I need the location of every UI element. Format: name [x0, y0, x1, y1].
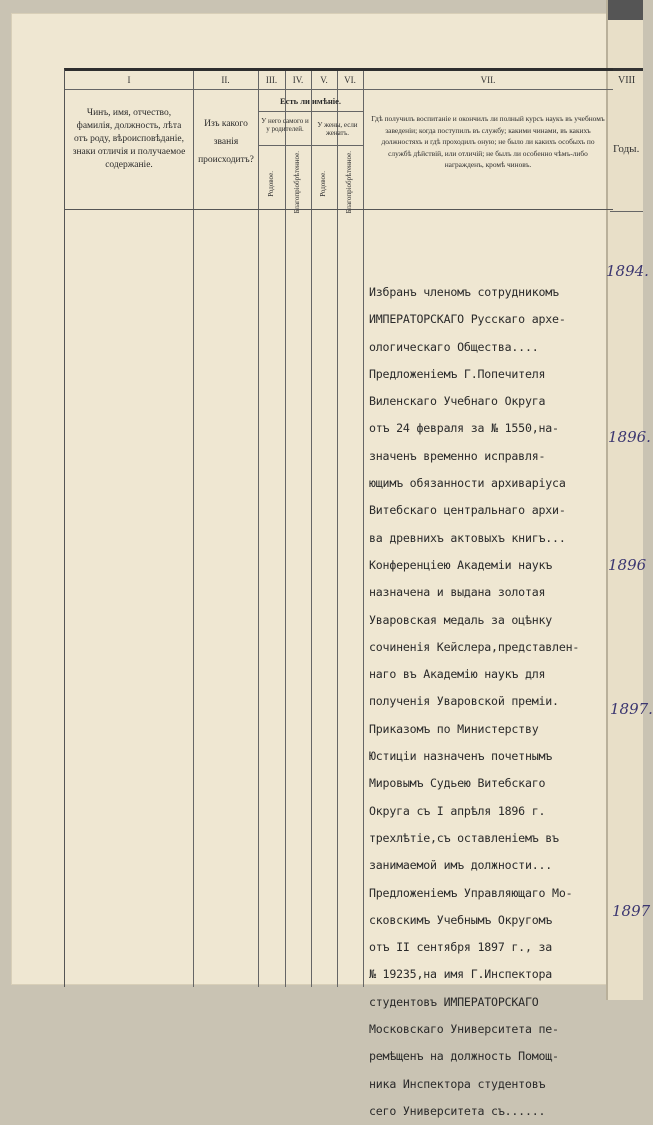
- col1-header: Чинъ, имя, отчество, фамилія, должность, лѣта отъ роду, вѣроисповѣданіе, знаки отличія и получаемое содержаніе.: [72, 108, 186, 170]
- record-line: Витебскаго центральнаго архи-: [369, 503, 566, 518]
- col6-header: Благопріобрѣтенное.: [345, 151, 353, 214]
- record-line: наго въ Академію наукъ для: [369, 667, 546, 682]
- col-number-6: VI.: [344, 75, 356, 85]
- estate-self-header: У него самого и у родителей.: [261, 117, 309, 133]
- binding-tab: [608, 0, 643, 20]
- record-line: значенъ временно исправля-: [369, 448, 546, 463]
- record-line: Уваровская медаль за оцѣнку: [369, 612, 553, 627]
- record-line: Предложеніемъ Управляющаго Мо-: [369, 885, 573, 900]
- record-line: Московскаго Университета пе-: [369, 1022, 559, 1037]
- col-years-label: Годы.: [613, 143, 640, 155]
- record-line: полученія Уваровской преміи.: [369, 694, 559, 709]
- service-record-table: [64, 68, 613, 1118]
- record-line: Мировымъ Судьею Витебскаго: [369, 776, 546, 791]
- record-line: № 19235,на имя Г.Инспектора: [369, 967, 553, 982]
- record-line: студентовъ ИМПЕРАТОРСКАГО: [369, 994, 539, 1009]
- record-line: Виленскаго Учебнаго Округа: [369, 394, 546, 409]
- record-line: ологическаго Общества....: [369, 339, 539, 354]
- record-line: Юстиціи назначенъ почетнымъ: [369, 749, 553, 764]
- record-line: Избранъ членомъ сотрудникомъ: [369, 285, 559, 299]
- record-line: сковскимъ Учебнымъ Округомъ: [369, 912, 553, 927]
- margin-year: 1896: [608, 556, 647, 574]
- record-line: отъ II сентября 1897 г., за: [369, 940, 553, 955]
- col3-header: Родовое.: [267, 171, 275, 197]
- col-number-2: II.: [221, 75, 230, 85]
- margin-year: 1897: [612, 902, 651, 920]
- col-number-3: III.: [265, 75, 278, 85]
- record-line: Округа съ I апрѣля 1896 г.: [369, 803, 546, 818]
- record-line: ющимъ обязанности архиваріуса: [369, 476, 566, 491]
- estate-header: Есть ли имѣніе.: [280, 96, 341, 106]
- col4-header: Благопріобрѣтенное.: [293, 151, 301, 214]
- margin-year: 1897.: [610, 700, 653, 718]
- col-number-1: I: [127, 75, 131, 85]
- record-line: Конференціею Академіи наукъ: [369, 557, 553, 572]
- record-line: сочиненія Кейслера,представлен-: [369, 639, 580, 654]
- record-line: сего Университета съ......: [369, 1103, 546, 1118]
- col7-header: Гдѣ получилъ воспитаніе и окончилъ ли полный курсъ наукъ въ учебномъ заведеніи; когда поступилъ въ службу; какими чинами, въ какихъ должностяхъ и гдѣ проходилъ оную; не было ли какихъ особыхъ по службѣ дѣйствій, или отличій; не былъ ли особенно чѣмъ-либо награжденъ, кромѣ чиновъ.: [371, 114, 605, 169]
- service-record-text: [369, 279, 613, 1125]
- col-number-4: IV.: [292, 75, 304, 85]
- margin-year: 1894.: [606, 262, 649, 280]
- record-line: трехлѣтіе,съ оставленіемъ въ: [369, 830, 559, 845]
- record-line: отъ 24 февраля за № 1550,на-: [369, 421, 559, 436]
- record-line: ремѣщенъ на должность Помощ-: [369, 1049, 559, 1064]
- record-line: назначена и выдана золотая: [369, 585, 546, 600]
- col5-header: Родовое.: [319, 171, 327, 197]
- record-line: ИМПЕРАТОРСКАГО Русскаго архе-: [369, 312, 566, 327]
- col-number-8: VIII: [618, 75, 636, 86]
- col-number-7: VII.: [480, 75, 496, 85]
- record-line: ника Инспектора студентовъ: [369, 1076, 546, 1091]
- next-page-header: [610, 68, 643, 212]
- record-line: занимаемой имъ должности...: [369, 858, 553, 873]
- estate-wife-header: У жены, если женатъ.: [317, 121, 358, 137]
- col-number-5: V.: [320, 75, 328, 85]
- record-line: Предложеніемъ Г.Попечителя: [369, 366, 546, 381]
- margin-year: 1896.: [608, 428, 651, 446]
- record-line: Приказомъ по Министерству: [369, 721, 539, 736]
- col2-header: Изъ какого званія происходитъ?: [198, 119, 254, 165]
- record-line: ва древнихъ актовыхъ книгъ...: [369, 530, 566, 545]
